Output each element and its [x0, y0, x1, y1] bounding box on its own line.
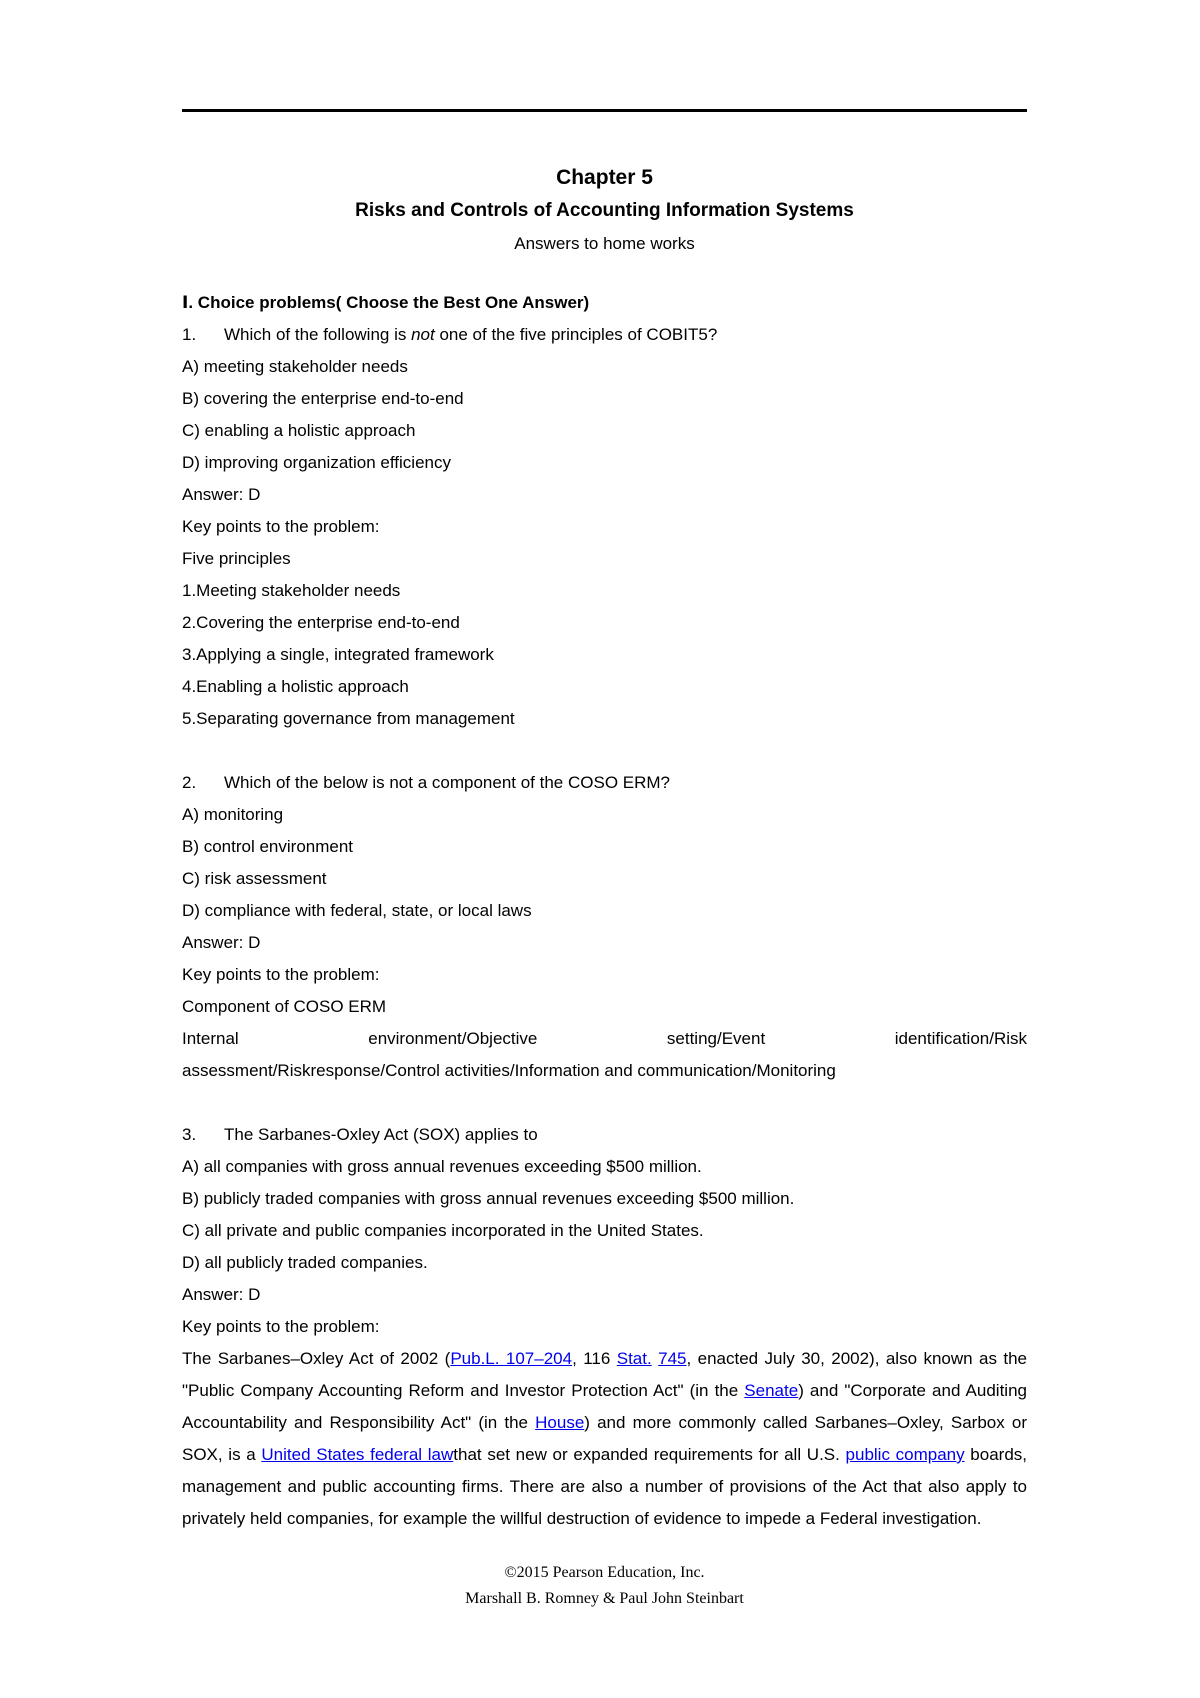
- page-footer: [182, 1560, 1027, 1612]
- option-c: C) enabling a holistic approach: [182, 421, 416, 440]
- components-line: assessment/Riskresponse/Control activities/Information and communication/Monitoring: [182, 1061, 836, 1080]
- answer: Answer: D: [182, 1285, 261, 1304]
- key-points-label: Key points to the problem:: [182, 1317, 380, 1336]
- paragraph-text: The Sarbanes–Oxley Act of 2002 (: [182, 1349, 451, 1368]
- section-number: Ⅰ.: [182, 293, 194, 312]
- paragraph-text: that set new or expanded requirements for all U.S.: [453, 1445, 846, 1464]
- paragraph-text: , 116: [572, 1349, 617, 1368]
- option-c: C) risk assessment: [182, 869, 327, 888]
- link-publ[interactable]: Pub.L. 107–204: [450, 1349, 573, 1368]
- copyright: ©2015 Pearson Education, Inc.: [504, 1564, 705, 1581]
- option-c: C) all private and public companies incorporated in the United States.: [182, 1221, 704, 1240]
- authors: Marshall B. Romney & Paul John Steinbart: [465, 1590, 744, 1607]
- component-title: Component of COSO ERM: [182, 997, 387, 1016]
- option-b: B) covering the enterprise end-to-end: [182, 389, 464, 408]
- component-word: environment/Objective: [368, 1029, 538, 1048]
- link-stat[interactable]: Stat.: [616, 1349, 652, 1368]
- question-number: 3.: [182, 1125, 197, 1144]
- option-b: B) control environment: [182, 837, 354, 856]
- paragraph-text: ) and more commonly called Sarbanes–Oxley, Sarbox or SOX, is a: [182, 1413, 1027, 1464]
- stem-text: Which of the below is not a component of the COSO ERM?: [224, 773, 670, 792]
- option-a: A) monitoring: [182, 805, 284, 824]
- option-d: D) improving organization efficiency: [182, 453, 451, 472]
- stem-emphasis: not: [411, 325, 435, 344]
- question-2-stem: [182, 767, 1027, 799]
- link-745[interactable]: 745: [658, 1349, 687, 1368]
- document-caption: Answers to home works: [514, 234, 695, 253]
- link-public-company[interactable]: public company: [845, 1445, 965, 1464]
- chapter-title: Chapter 5: [556, 166, 653, 189]
- option-d: D) all publicly traded companies.: [182, 1253, 428, 1272]
- document-header: [182, 162, 1027, 260]
- note-line: 2.Covering the enterprise end-to-end: [182, 613, 460, 632]
- note-line: 1.Meeting stakeholder needs: [182, 581, 401, 600]
- key-points-label: Key points to the problem:: [182, 965, 380, 984]
- option-d: D) compliance with federal, state, or local laws: [182, 901, 532, 920]
- component-word: Internal: [182, 1029, 239, 1048]
- section-heading: [182, 287, 1027, 319]
- note-line: 3.Applying a single, integrated framework: [182, 645, 494, 664]
- option-b: B) publicly traded companies with gross annual revenues exceeding $500 million.: [182, 1189, 795, 1208]
- section-title: Choice problems( Choose the Best One Answer): [197, 293, 590, 312]
- link-us-federal-law[interactable]: United States federal law: [261, 1445, 454, 1464]
- component-word: setting/Event: [666, 1029, 766, 1048]
- question-number: 1.: [182, 325, 197, 344]
- note-line: 4.Enabling a holistic approach: [182, 677, 409, 696]
- option-a: A) all companies with gross annual revenues exceeding $500 million.: [182, 1157, 702, 1176]
- document-body: [182, 287, 1027, 1535]
- key-points-label: Key points to the problem:: [182, 517, 380, 536]
- question-1-stem: [182, 319, 1027, 351]
- paragraph-text: ) and "Corporate and Auditing Accountability and Responsibility Act" (in the: [182, 1381, 1027, 1432]
- note-line: 5.Separating governance from management: [182, 709, 515, 728]
- answer: Answer: D: [182, 933, 261, 952]
- note-line: Five principles: [182, 549, 291, 568]
- components-line: [182, 1023, 1027, 1055]
- stem-text: The Sarbanes-Oxley Act (SOX) applies to: [224, 1125, 538, 1144]
- sox-paragraph: [182, 1343, 1027, 1535]
- paragraph-text: , enacted July 30, 2002), also known as the "Public Company Accounting Reform and Investor Protection Act" (in the: [182, 1349, 1027, 1400]
- component-word: identification/Risk: [894, 1029, 1027, 1048]
- stem-text: Which of the following is: [224, 325, 412, 344]
- question-number: 2.: [182, 773, 197, 792]
- document-subtitle: Risks and Controls of Accounting Information Systems: [355, 200, 854, 221]
- header-rule: [182, 109, 1027, 112]
- link-senate[interactable]: Senate: [744, 1381, 799, 1400]
- option-a: A) meeting stakeholder needs: [182, 357, 408, 376]
- answer: Answer: D: [182, 485, 261, 504]
- paragraph-text: boards, management and public accounting firms. There are also a number of provisions of the Act that also apply to privately held companies, for example the willful destruction of evidence to impede a Federal investigation.: [182, 1445, 1027, 1528]
- question-3-stem: [182, 1119, 1027, 1151]
- link-house[interactable]: House: [535, 1413, 585, 1432]
- stem-text: one of the five principles of COBIT5?: [434, 325, 718, 344]
